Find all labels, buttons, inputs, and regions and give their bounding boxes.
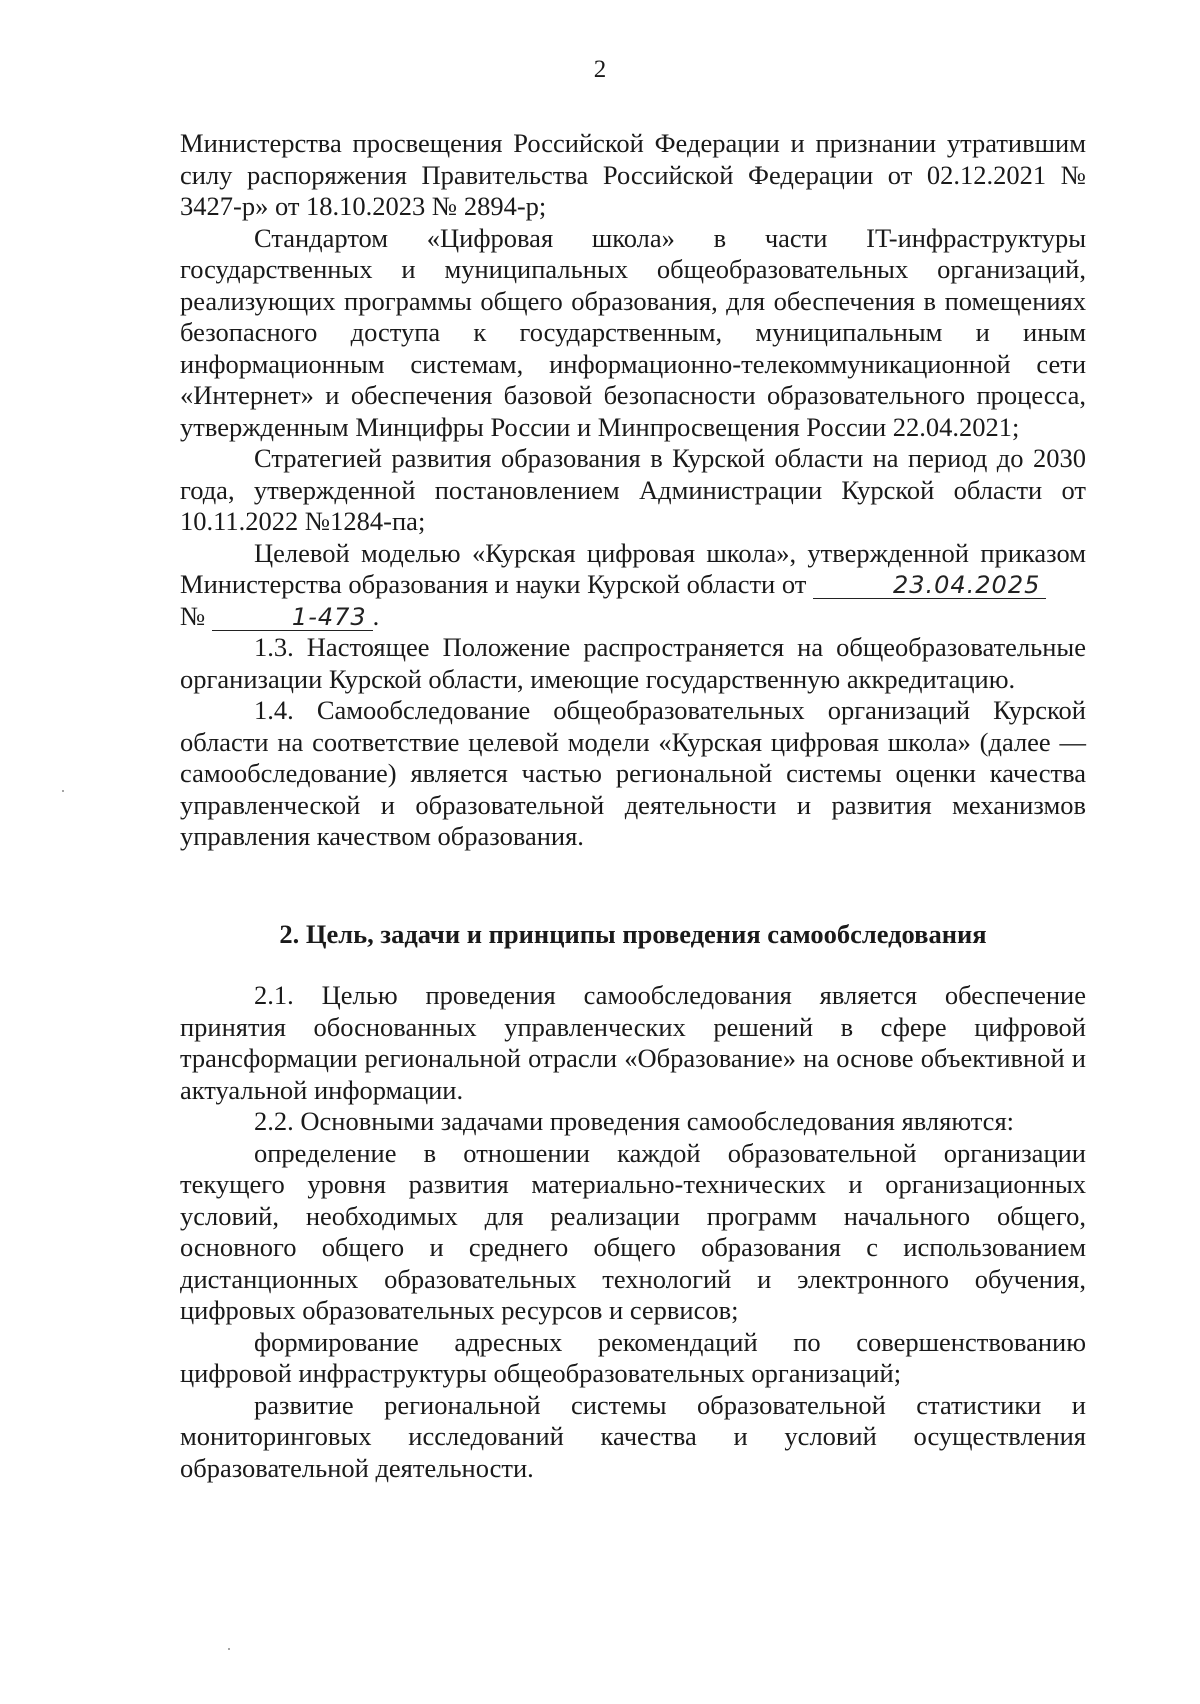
target-model-text: Целевой моделью «Курская цифровая школа», утвержденной приказом Министерства образования и науки Курской области от [180, 537, 1086, 599]
handwritten-order-number: 1-473 [212, 603, 373, 631]
task-statistics: развитие региональной системы образовательной статистики и мониторинговых исследований качества и условий осуществления образовательной деятельности. [180, 1389, 1086, 1483]
paragraph-ministry-continuation: Министерства просвещения Российской Федерации и признании утратившим силу распоряжения Правительства Российской Федерации от 02.12.2021 № 3427-р» от 18.10.2023 № 2894-р; [180, 128, 1086, 221]
paragraph-digital-school-standard: Стандартом «Цифровая школа» в части IT-инфраструктуры государственных и муниципальных общеобразовательных организаций, реализующих программы общего образования, для обеспечения в помещениях безопасного доступа к государственным, муниципальным и иным информационным системам, информационно-телекоммуникационной сети «Интернет» и обеспечения базовой безопасности образовательного процесса, утвержденным Минцифры России и Минпросвещения России 22.04.2021; [180, 222, 1086, 442]
page-content [180, 128, 1086, 1484]
section-2-heading: 2. Цель, задачи и принципы проведения самообследования [279, 918, 987, 949]
paragraph-target-model [180, 538, 1086, 633]
paragraph-2-2: 2.2. Основными задачами проведения самообследования являются: [254, 1106, 1014, 1136]
paragraph-education-strategy: Стратегией развития образования в Курской области на период до 2030 года, утвержденной постановлением Администрации Курской области от 10.11.2022 №1284-па; [180, 443, 1086, 536]
paragraph-2-1: 2.1. Целью проведения самообследования является обеспечение принятия обоснованных управленческих решений в сфере цифровой трансформации региональной отрасли «Образование» на основе объективной и актуальной информации. [180, 980, 1086, 1105]
paragraph-1-4: 1.4. Самообследование общеобразовательных организаций Курской области на соответствие целевой модели «Курская цифровая школа» (далее — самообследование) является частью региональной системы оценки качества управленческой и образовательной деятельности и развития механизмов управления качеством образования. [180, 695, 1086, 851]
paragraph-1-3: 1.3. Настоящее Положение распространяется на общеобразовательные организации Курской области, имеющие государственную аккредитацию. [180, 632, 1086, 694]
scan-speck [62, 790, 64, 792]
order-number-end: . [372, 600, 380, 631]
page-number: 2 [593, 56, 607, 83]
order-number-prefix: № [180, 600, 212, 631]
task-recommendations: формирование адресных рекомендаций по совершенствованию цифровой инфраструктуры общеобразовательных организаций; [180, 1326, 1086, 1388]
handwritten-order-date: 23.04.2025 [813, 571, 1046, 599]
scan-speck [228, 1648, 230, 1650]
task-determination: определение в отношении каждой образовательной организации текущего уровня развития материально-технических и организационных условий, необходимых для реализации программ начального общего, основного общего и среднего общего образования с использованием дистанционных образовательных технологий и электронного обучения, цифровых образовательных ресурсов и сервисов; [180, 1137, 1086, 1325]
